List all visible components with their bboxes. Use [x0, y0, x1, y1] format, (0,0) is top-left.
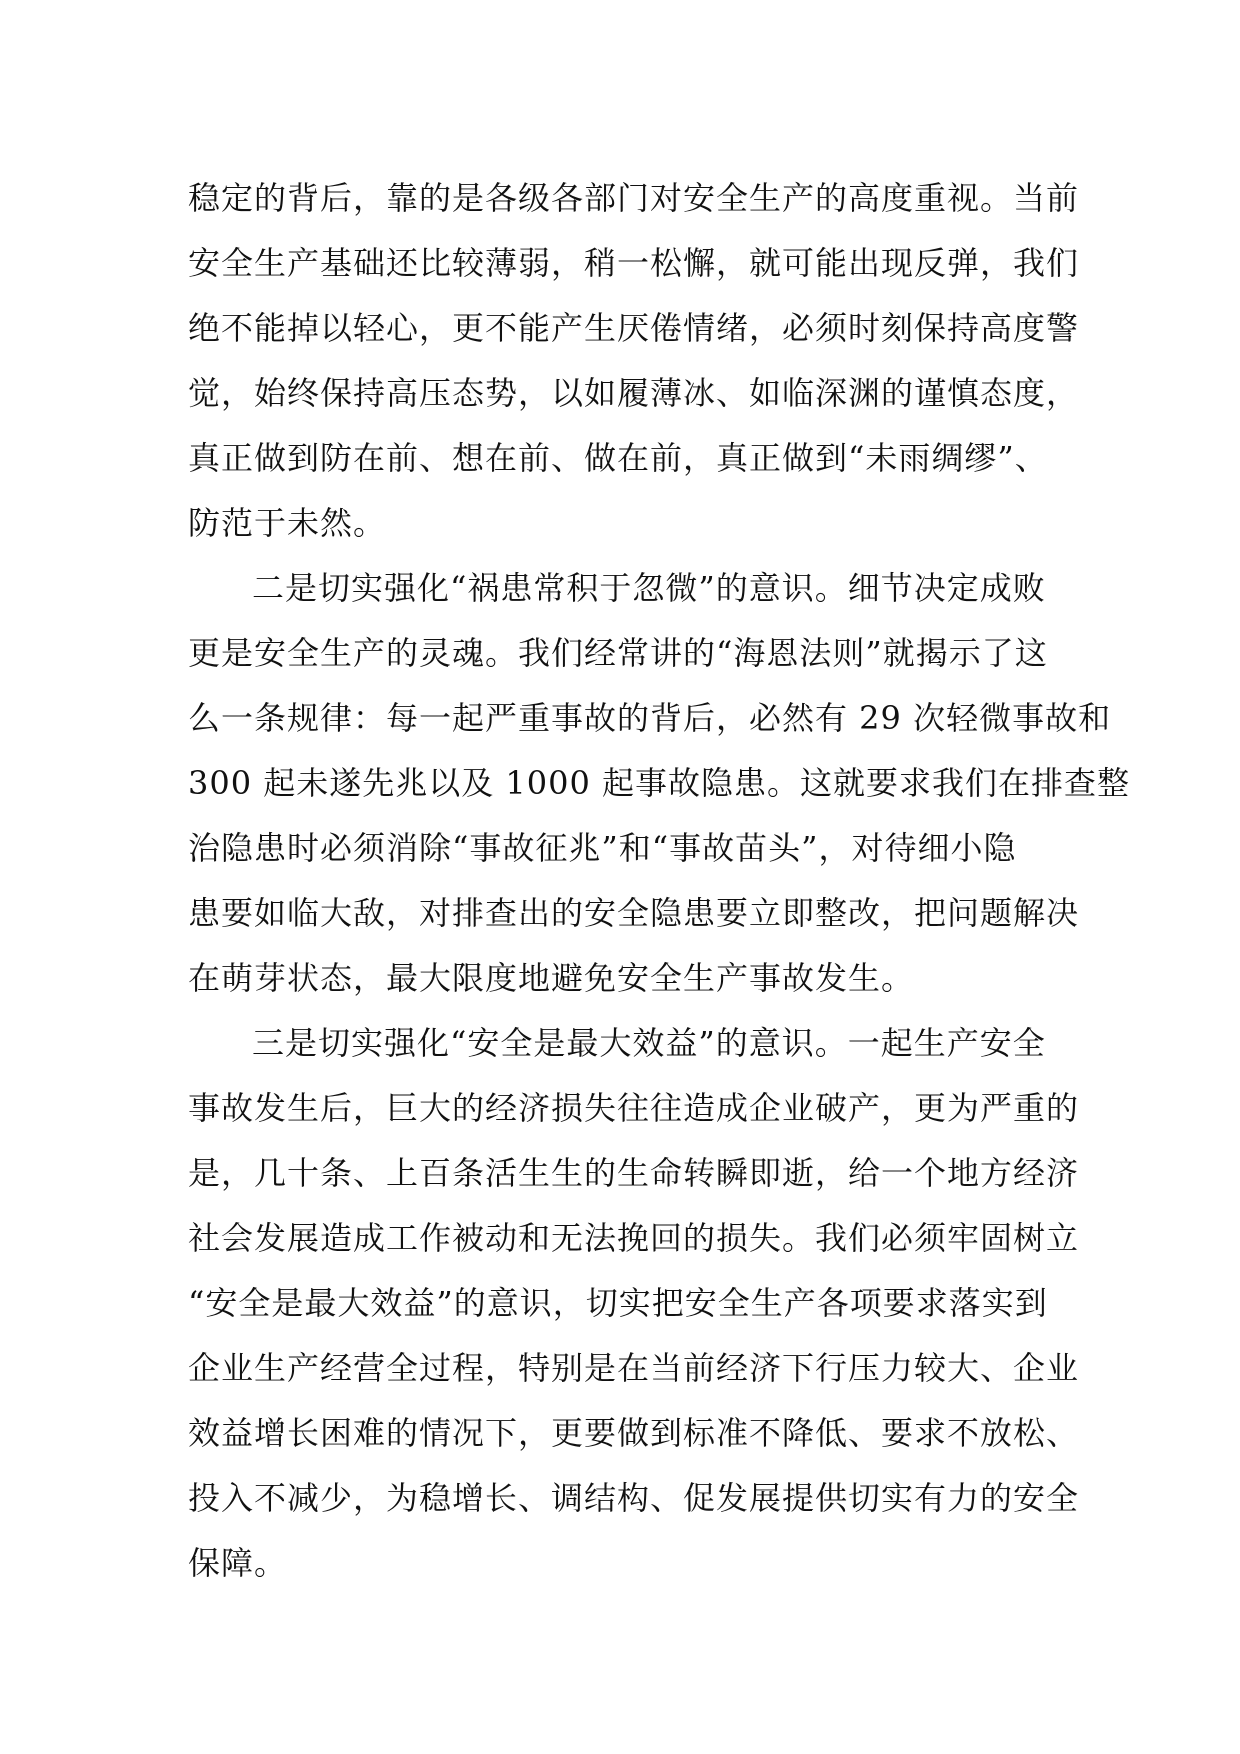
text-line-first: 二是切实强化“祸患常积于忽微”的意识。细节决定成败: [252, 569, 1046, 607]
text-line: 绝不能掉以轻心，更不能产生厌倦情绪，必须时刻保持高度警: [188, 309, 1080, 347]
text-line: 在萌芽状态，最大限度地避免安全生产事故发生。: [188, 959, 915, 997]
text-line: 患要如临大敌，对排查出的安全隐患要立即整改，把问题解决: [188, 894, 1080, 932]
text-line: 事故发生后，巨大的经济损失往往造成企业破产，更为严重的: [188, 1089, 1080, 1127]
text-line: 么一条规律：每一起严重事故的背后，必然有 29 次轻微事故和: [188, 699, 1112, 737]
text-line: 投入不减少，为稳增长、调结构、促发展提供切实有力的安全: [188, 1479, 1080, 1517]
text-line: 稳定的背后，靠的是各级各部门对安全生产的高度重视。当前: [188, 179, 1080, 217]
text-line: 真正做到防在前、想在前、做在前，真正做到“未雨绸缪”、: [188, 439, 1048, 477]
text-line: 保障。: [188, 1544, 288, 1582]
document-body: [188, 166, 1131, 1596]
text-line: “安全是最大效益”的意识，切实把安全生产各项要求落实到: [188, 1284, 1048, 1322]
text-line-first: 三是切实强化“安全是最大效益”的意识。一起生产安全: [252, 1024, 1046, 1062]
text-line: 社会发展造成工作被动和无法挽回的损失。我们必须牢固树立: [188, 1219, 1080, 1257]
paragraph-point-two: [188, 556, 1131, 1011]
text-line: 防范于未然。: [188, 504, 387, 542]
paragraph-point-three: [188, 1011, 1080, 1596]
paragraph-continuation: [188, 166, 1080, 556]
text-line: 300 起未遂先兆以及 1000 起事故隐患。这就要求我们在排查整: [188, 764, 1131, 802]
text-line: 治隐患时必须消除“事故征兆”和“事故苗头”，对待细小隐: [188, 829, 1017, 867]
text-line: 觉，始终保持高压态势，以如履薄冰、如临深渊的谨慎态度，: [188, 374, 1080, 412]
text-line: 效益增长困难的情况下，更要做到标准不降低、要求不放松、: [188, 1414, 1080, 1452]
text-line: 更是安全生产的灵魂。我们经常讲的“海恩法则”就揭示了这: [188, 634, 1048, 672]
text-line: 是，几十条、上百条活生生的生命转瞬即逝，给一个地方经济: [188, 1154, 1080, 1192]
text-line: 企业生产经营全过程，特别是在当前经济下行压力较大、企业: [188, 1349, 1080, 1387]
text-line: 安全生产基础还比较薄弱，稍一松懈，就可能出现反弹，我们: [188, 244, 1080, 282]
